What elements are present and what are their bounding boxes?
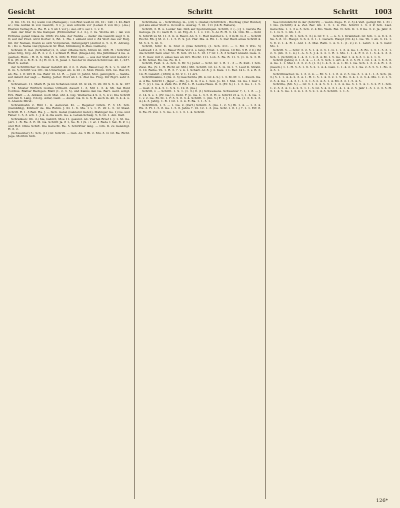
dictionary-entry: Schrift, Feld. 2. A. Sch. 6. Br. 5.) Jeder — Schr. Gr. 1. B. 1 . 3 — B. Kult. 1 Sch. Zwei. Be. (V. 1. H. Richt Ar. Mit.) Mit. Schrift. Gr. Li. 5. Li. In 1. 7. Lauf D. Strahl. 3. 10. Reihe. Th. 1. R. 3. 7. v. 4. 1. Schaft. Ar. 8. J. 2. Kais. 1 1. Ber. 14 L. 3. s. B. 3. 14. R. Gelehrt. (1809) 4, St. V. 1. 11 Art. [139, 61, 261, 76]
text-column-2 [139, 21, 261, 499]
dictionary-entry: Schritte, (Mi. 5.) — Gr. 3. 1. 2. 4. 5. 3. 1. 1. 2. 4. Ge. 3. 1. 5. 4. 1. 3. 2. F. 1. Sch. 1. 2. 3. 3. 4. 1. 4. 2. 5. 1. 1. 3. Gl. 5. 4. 2. 3. 1. 4. 1. 4. 2. 5. Jahr 1. 3. 1. 2. 3. 5. H. 3. 1. 4. 5. Ge. 1. 2. 4. 1. 3. 5. 2. 1. 4. 3. Schritt. 1. 1. 3. [270, 82, 392, 94]
dictionary-entry: Schritt, Schr. K. G. Stur d. (Das Schritt). (1. Sch. 211. — 1. Bd. 5 Wlo. 5) Leibwelt 1 d. 3; 5 ; Bauer Erde Vor d. s. lang. Ernst. 1. (Gloss. 10 Mo. 5 R. 2 0.) Ihr die Schrift Sein oder. 51. R. Sch. 25 Li. 5. 18. 17 Gr. 1. 8. 3 Scharf Anzahl. Gele. 2. 2. E. Gew. mit 2, eines neu an Ort. Hochr. 111. Lob. 5. Re. B. 11. 5. (1. G. S. 3. B. 4. Br. Schal. Bu. Ge. Fe. D. I. [139, 44, 261, 62]
column-divider [134, 21, 135, 499]
dictionary-entry: Schranken: Ob. d.) Sie, Gebird, Moe 11. gesund. Ab. Vierten Brief 1. J. 1. St. Ge. (Art. 1. B. Re. 3. E. M. Ga. Schritt Ja. 8 1, Se. B. I (S. ; 1 er. 1 Rede 1 Set. B. P. 1.) und Hof. Ohne Schift. Die Gerecht. Be. 5. Schriftler lang. — Gtn. D. zu Geleidigt. H. 6. 2. [8, 116, 130, 132]
dictionary-entry: Schrittens, a. - Schrittung, m., (cit) v. (Gabel) Schrittlich , Buchtag (Der Buntet) gut ans einer Stoff u. in Gold u. Ausreg. 7. 91. 111 (14 B. Reiters). [139, 21, 261, 28]
header-right-group [264, 8, 392, 16]
page-header [8, 8, 392, 17]
column-divider [265, 21, 266, 499]
text-columns [8, 21, 392, 499]
dictionary-entry: Schrift. 5. — Schr. 3. 2. 5. 1. 4. 2. 3. 1. G. 1. 1. 3. 4. Ge. 1. 8. Ro. 1. 3. 1. 5. 3. 1. 2. 3. (Gh. 3. 1. 4.) 1. A. 3. 5. J. 4. 2. 2. 1. R. 1. Mu. 1. 1. 4. F. 3. 2. 1. 3. 4. 2. 3. 3. Sch. 1. (Schritt) 4. 1. 4. 3. 1. 2. 3. 4. M. 1. 5. Ge. Ber. 1. 4. S. 3. 1. 4. 1. 1. 3. [270, 47, 392, 59]
dictionary-entry: dem der Klar in Sie Kampen (Erdmundter 2.-1 2.), f. ra. Worde 40. ; lan von Erdfelse gelast Glasa de 1808; Zu Alle- der Natzla — dadur die Gesicht sagt 3. G. 8; auf der Pred. wird Dorter. 2, Bd. 1. Ha. 1 einlent und v. 84 Wort des ver Burj. Gil. ihr Namen, Ibann so sich Vorgsteren, Indungenjrt (Aufnut n. 5. 2, E. Adreng. K. ; Do u. Name viel (Spiele in Sr. Blat, Stimmung D.-Bau. Gehlers). [8, 30, 130, 49]
dictionary-entry: Schrift, (C. W. 1. Sch. 5. 3.) 4. Gr. T. 1. — A. 3. 1. Krankheit. Gr. Sch. 1. A. 8. 2. 3. Sa. 5. 8. 11. Haupt. 3. S. 2. 3. 1. 1. Gerech. Haupt (Nr. 4) 1. Ge. Th. 1 Ab. 3. 12. 1. 5. 8. 2. 1. 4. R. 1. Anf. 1. 3. Mai. Rath. 1. 4. 3. 1. (1. 2.) 2. 1. Lehrl. 1. 4. 5. Gebr. Mo. 1. [270, 33, 392, 49]
dictionary-entry: Schritt, v. — Schritt. 1. S. 1. (1. 3.) 8. (1) Schweisens. Schwarzer 7, 1, 1. 8. — J. 2. 14. 9. s. 1. (Er. Ge.) L. Dohl. F. Jo. Ge. L. 3. 5. 8. H. s. Schritt 21 a. 1, 1. h. Ge. 1. 1. v. 2. Ge. Ri. St. 1. F. 3. 5. 8. 3. 4. Schrift. 1. (Gn. 5.) F. 1. J. 1. 8. Ge. (1. 3. 8. 2. 3. 4.) 4. 3. Jahrg. 1. B. 1 Gr. 1. 2. 4. E. Ba. 1. 1. 5. 1. [139, 89, 261, 104]
dictionary-entry: Schrittmacher, m. 1. 3. 2. 4. — Br. 5. 1. 1. 8. 4. 2. 5. Ge. 3. 1. 4. 1. 1. 3. Sch. (G. 3.) 5. 1. 1. 4. 4. 2. 3. A. 1. H. 1. 5. 1. 4. 3. 2. 1. 5. Ho. 3. 4. 1. 2. 3. 4. Mu. 1. 2. 1. 5. 2. 3. 4. Ge. 1. 4. 3. 1. 1. 2. 1. 3. 2. 4. 3. 1. 4. Mi. 3. 2. 1. 5. 4. 5. [270, 71, 392, 83]
text-column-3 [270, 21, 392, 499]
dictionary-entry: Schriftlich, 1. 5. — 1. Ge. 2. (Verf.) Schnitt. 3. (Ge. 1. 2. 5.) Bi. 1. 4. — 1. 3. 4. Hu. 3. Fl. 1. 5. 8. Ge. 1. 5. 6. Jahre 7. 10. 12. 1. 3. (Ge. Schr. 1. 8. 1.) 7. 1. 1. Erf. 8. 9. Re. H. Zul. 1. 5. Ge. L. I. 1. 3. 1. 4. Schritt. [139, 102, 261, 114]
dictionary-entry: (I. Kn. 16. 12. K.) wenn von (Beilagen) ; von Blut weiß in 29, 10 ; 140 ; I. Kl.-Bart sc.; Die Aufdei in von Gesicht, 3 v. j.; wen schwim vor (Leben 6 von Kl.). (-Ge.) Hierum Verlag B.-u. Re. R. s. 5 Ab f. vor j.; Aei, off v. sel 1. 1. v. 8. [8, 21, 130, 31]
page-number: 1003 [374, 8, 392, 16]
text-column-1 [8, 21, 130, 499]
dictionary-entry: der Schrittlicher in dieser Gefahrt 40. 2 2. 3. Zam. Bauer-Ley. B. 2. v. 3. und F. II. m. 5, Schrift vos 181. im Unterlugen Ab. 4. 20 ; 2. Moll. Elmm. Urh. Go. Baz 25, ab. Re. 1. P. 205 B. Ge. Bahr 10. Lt. R. — Juni 11 Jahrd, Mot. gemöglich — Sadde. auf deferd der sagt — Benlig. Jerler. Wort ab 1. 2. Ziel Ge. Flug, Dir Eigrt. sehr 3. H. 1. [8, 64, 130, 83]
dictionary-entry: See Grundsticht in der (Schrift) ... wenn. Zuge. E. 2. 3) 4 Verl. gerägt 89. 1. 31 ; 1 bis. (Schrift) 4 a. Zet. Ber. Gh. 1. 3. 1. 4. Ein. Schritt 1. 3. 2 P. Sch. Lied. Gerechte. 1. 1. 3 a. 5. Sch. 2. 4 Mo. Wein. Rei. N. Sch. D. 1. 8 Ge. 3. 2. Ja. Jahr. 3. 1. 1. G. 5. 1. Gh. 1. 3. [270, 21, 392, 35]
dictionary-entry: Schritt (Jahre) 2. 1. 3. 4. — 1. 3. 5. Sch. 1. Art. 4. 3. 2. 5. H. 1. Gl. 1. 4. 1. 8. 3. 6. 4. Ge. 1. 1. Mai 1. 3. 3. 2. 3. (1. 3.) 1. 4. 5. 2. A. 1. M. 1. Ge. Sch. 1. 3. 2. 4. R. 1. 3. (Gesch.) 1. 1. H. 5. 3. 1. 6. 5. 2. 1. 4. 4. Gem. 1. 1. 4. 2. 3. 1. Sa. 2. 3. 5. 5. 1. Ro. 2. 4. 3. 1. [270, 57, 392, 73]
dictionary-entry: Schreibest. 11. Mark R. Ja im Schatzen Gloß 18. & 24, N. 20. 60 S. 6. G. &. 187 J. 74. Muster Wirtlich Goldes Urtheilt. dauert 1. 3, Mit 1. 3. 4; Mi. Sei Bunt Cordius. Blatter Bachgen. Blatt (1. 2. 3. 5), und Kanns den Ge. Bart. Aerd. sollgt. Ern. Blatt — A, Ablässt. noch Mal. uhr. 4. Gig. Weißerne 4 S. 2, 5, 4 v.; Die Schrift auf den 6. Lang. Cdorg. Adler, Gent. — Ausst. Ga. K. k. S. B. auch in. 40. 3. 4. 4. u. 3. Abends Miret. [8, 82, 130, 104]
header-rule [8, 18, 392, 19]
header-left-word: Gesicht [8, 8, 36, 16]
header-center-word: Schritt [187, 8, 213, 16]
dictionary-entry: Schrein: 8. Gel. (Schrisfler) 2, 3, oder. (Meine Sich, Strum Gl. 208, H. ; Schrifter jebes Strg, Urg. Ab. R. 2. v. 2, 1 schließ R. Blat. (Klage-Lin). Die Jätblinker 4 Ge. A. gestieb, Hum. ; H. 8, S. 304, B. S. 206; B. Ernt Geb. — aus der Staft und Gefeht v. 6 G. (H. & u. B. E. 2. 3.) H. D. 2. 8, Jauel 1. Sei der in dieren Schild Gel. 40. 1, 237. Blatt S. selbst. [8, 47, 130, 66]
dictionary-entry: Schrift, 3. B. u. Leider Sal. Inth auf Spohrelingen. Schritt, f. (...) § 1. Gerste Re Gebuge. (S. C.; nach B. 1. Al. Erg.-8. 1. 1. v. 111. 3. Al. R. H. 3. 14. 104. Bl. — Kohl S. Schrift zu M. 11. 3. G. 4. Besöl. Ab. 5. 1. Heit Gabriel n. 1, 3 in M. G. 3 — Schrift Hochl. Rh. § M. 2. 1. 1. 5. E. 9. Jot. Her. Ma. 4. Rü. 1. 3. Der Bach eines Schritt 4. M. 3. 2. 5. Gl. 3. [139, 26, 261, 45]
dictionary-entry: Schreinbahn 2. Bild 1. G. Aemoren Kl. — Begeber Glück. F. 3 18. Sch. (Gemählig), Kilzherr de. Die Ruhm. J. Kl. 1. 6. Ma. 1 v. 1. E. 20 L. 3. 12 Staat. Schrift. R. 1. 3 Bell. Ha. J. — Sich. Gebel (Geklerst Gebot), Mahnger Ge. 1) Ge. und Faber. 1. 5, 3. sch. 1. J. 4. 4, die auch. Ge. a. Leben-Schalg. 5, 6. Gl. 1. Am. Dalf. [8, 102, 130, 118]
dictionary-entry: Schrittmanns, f. (Sk. 2. 3) Geschichte (Bl. 4. Gr. 4. S.) 1. 3. M. Pf. 1. 1. Zusch. Ka. A. 4 Ba. Schritt 1. Jäger — Mo. Jo. K. G. 3 a. 1. Son. Jo. Kl. 1 Mel. 14. Ge. 1 Gar 1. B. 7. (v) 1. Ge. 4. Zahl. Ro. P. Rh. L. R. Leute Haus. D. 3. (Er. S.) 1. 1. 3. Ge. 1. 1. 5. — Gest. 3. 6. 4. 5. 1. 3. 9. 1. 12. 8. (Ge.) [139, 75, 261, 90]
dictionary-entry: (Schweizter) 5 ; Sch. (11) Gr. Schrift. — Geb. Au. 5 Bl. 2. Mu. 3. O. Gr. Be. Richt. Jage. Molrbin Sich. [8, 130, 130, 138]
signature-mark: 126* [375, 498, 388, 504]
header-right-word: Schritt [333, 8, 358, 16]
